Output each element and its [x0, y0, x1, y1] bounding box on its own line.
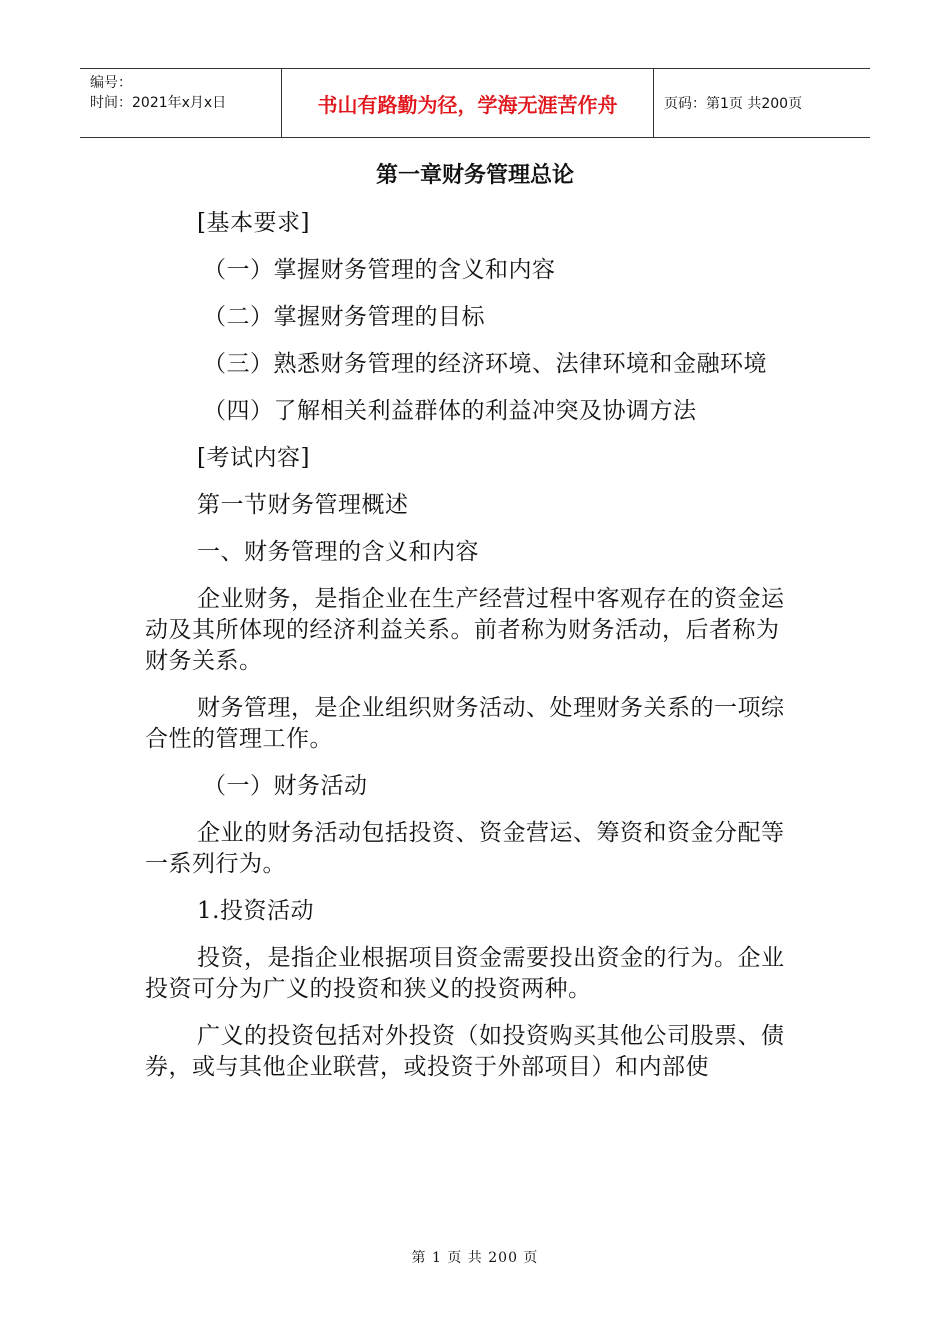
- paragraph: [考试内容]: [197, 445, 310, 471]
- paragraph: 企业的财务活动包括投资、资金营运、筹资和资金分配等一系列行为。: [145, 820, 785, 877]
- paragraph: 第一节财务管理概述: [197, 492, 409, 518]
- paragraph: （三）熟悉财务管理的经济环境、法律环境和金融环境: [203, 351, 767, 377]
- paragraph: 一、财务管理的含义和内容: [197, 539, 479, 565]
- page-info: 页码：第1页 共200页: [664, 96, 803, 112]
- paragraph: 企业财务，是指企业在生产经营过程中客观存在的资金运动及其所体现的经济利益关系。前者称为财务活动，后者称为财务关系。: [145, 586, 785, 674]
- number-label: 编号：: [90, 75, 132, 91]
- document-body: [145, 208, 795, 1099]
- paragraph: （一）财务活动: [203, 773, 368, 799]
- paragraph: 投资，是指企业根据项目资金需要投出资金的行为。企业投资可分为广义的投资和狭义的投资两种。: [145, 945, 785, 1002]
- paragraph: 财务管理，是企业组织财务活动、处理财务关系的一项综合性的管理工作。: [145, 695, 785, 752]
- paragraph: 广义的投资包括对外投资（如投资购买其他公司股票、债券，或与其他企业联营，或投资于外部项目）和内部使: [145, 1023, 785, 1080]
- paragraph: （一）掌握财务管理的含义和内容: [203, 257, 556, 283]
- header-meta-cell: [80, 69, 282, 137]
- date-label: 时间：2021年x月x日: [90, 95, 227, 111]
- header-motto-cell: [282, 69, 654, 137]
- page-title: 第一章财务管理总论: [375, 163, 574, 188]
- header-page-cell: [654, 69, 870, 137]
- paragraph: 1.投资活动: [197, 898, 314, 924]
- paragraph: （四）了解相关利益群体的利益冲突及协调方法: [203, 398, 697, 424]
- motto-text: 书山有路勤为径，学海无涯苦作舟: [317, 92, 618, 117]
- paragraph: [基本要求]: [197, 210, 310, 236]
- paragraph: （二）掌握财务管理的目标: [203, 304, 485, 330]
- page-footer: 第 1 页 共 200 页: [411, 1250, 539, 1266]
- document-header: [80, 68, 870, 138]
